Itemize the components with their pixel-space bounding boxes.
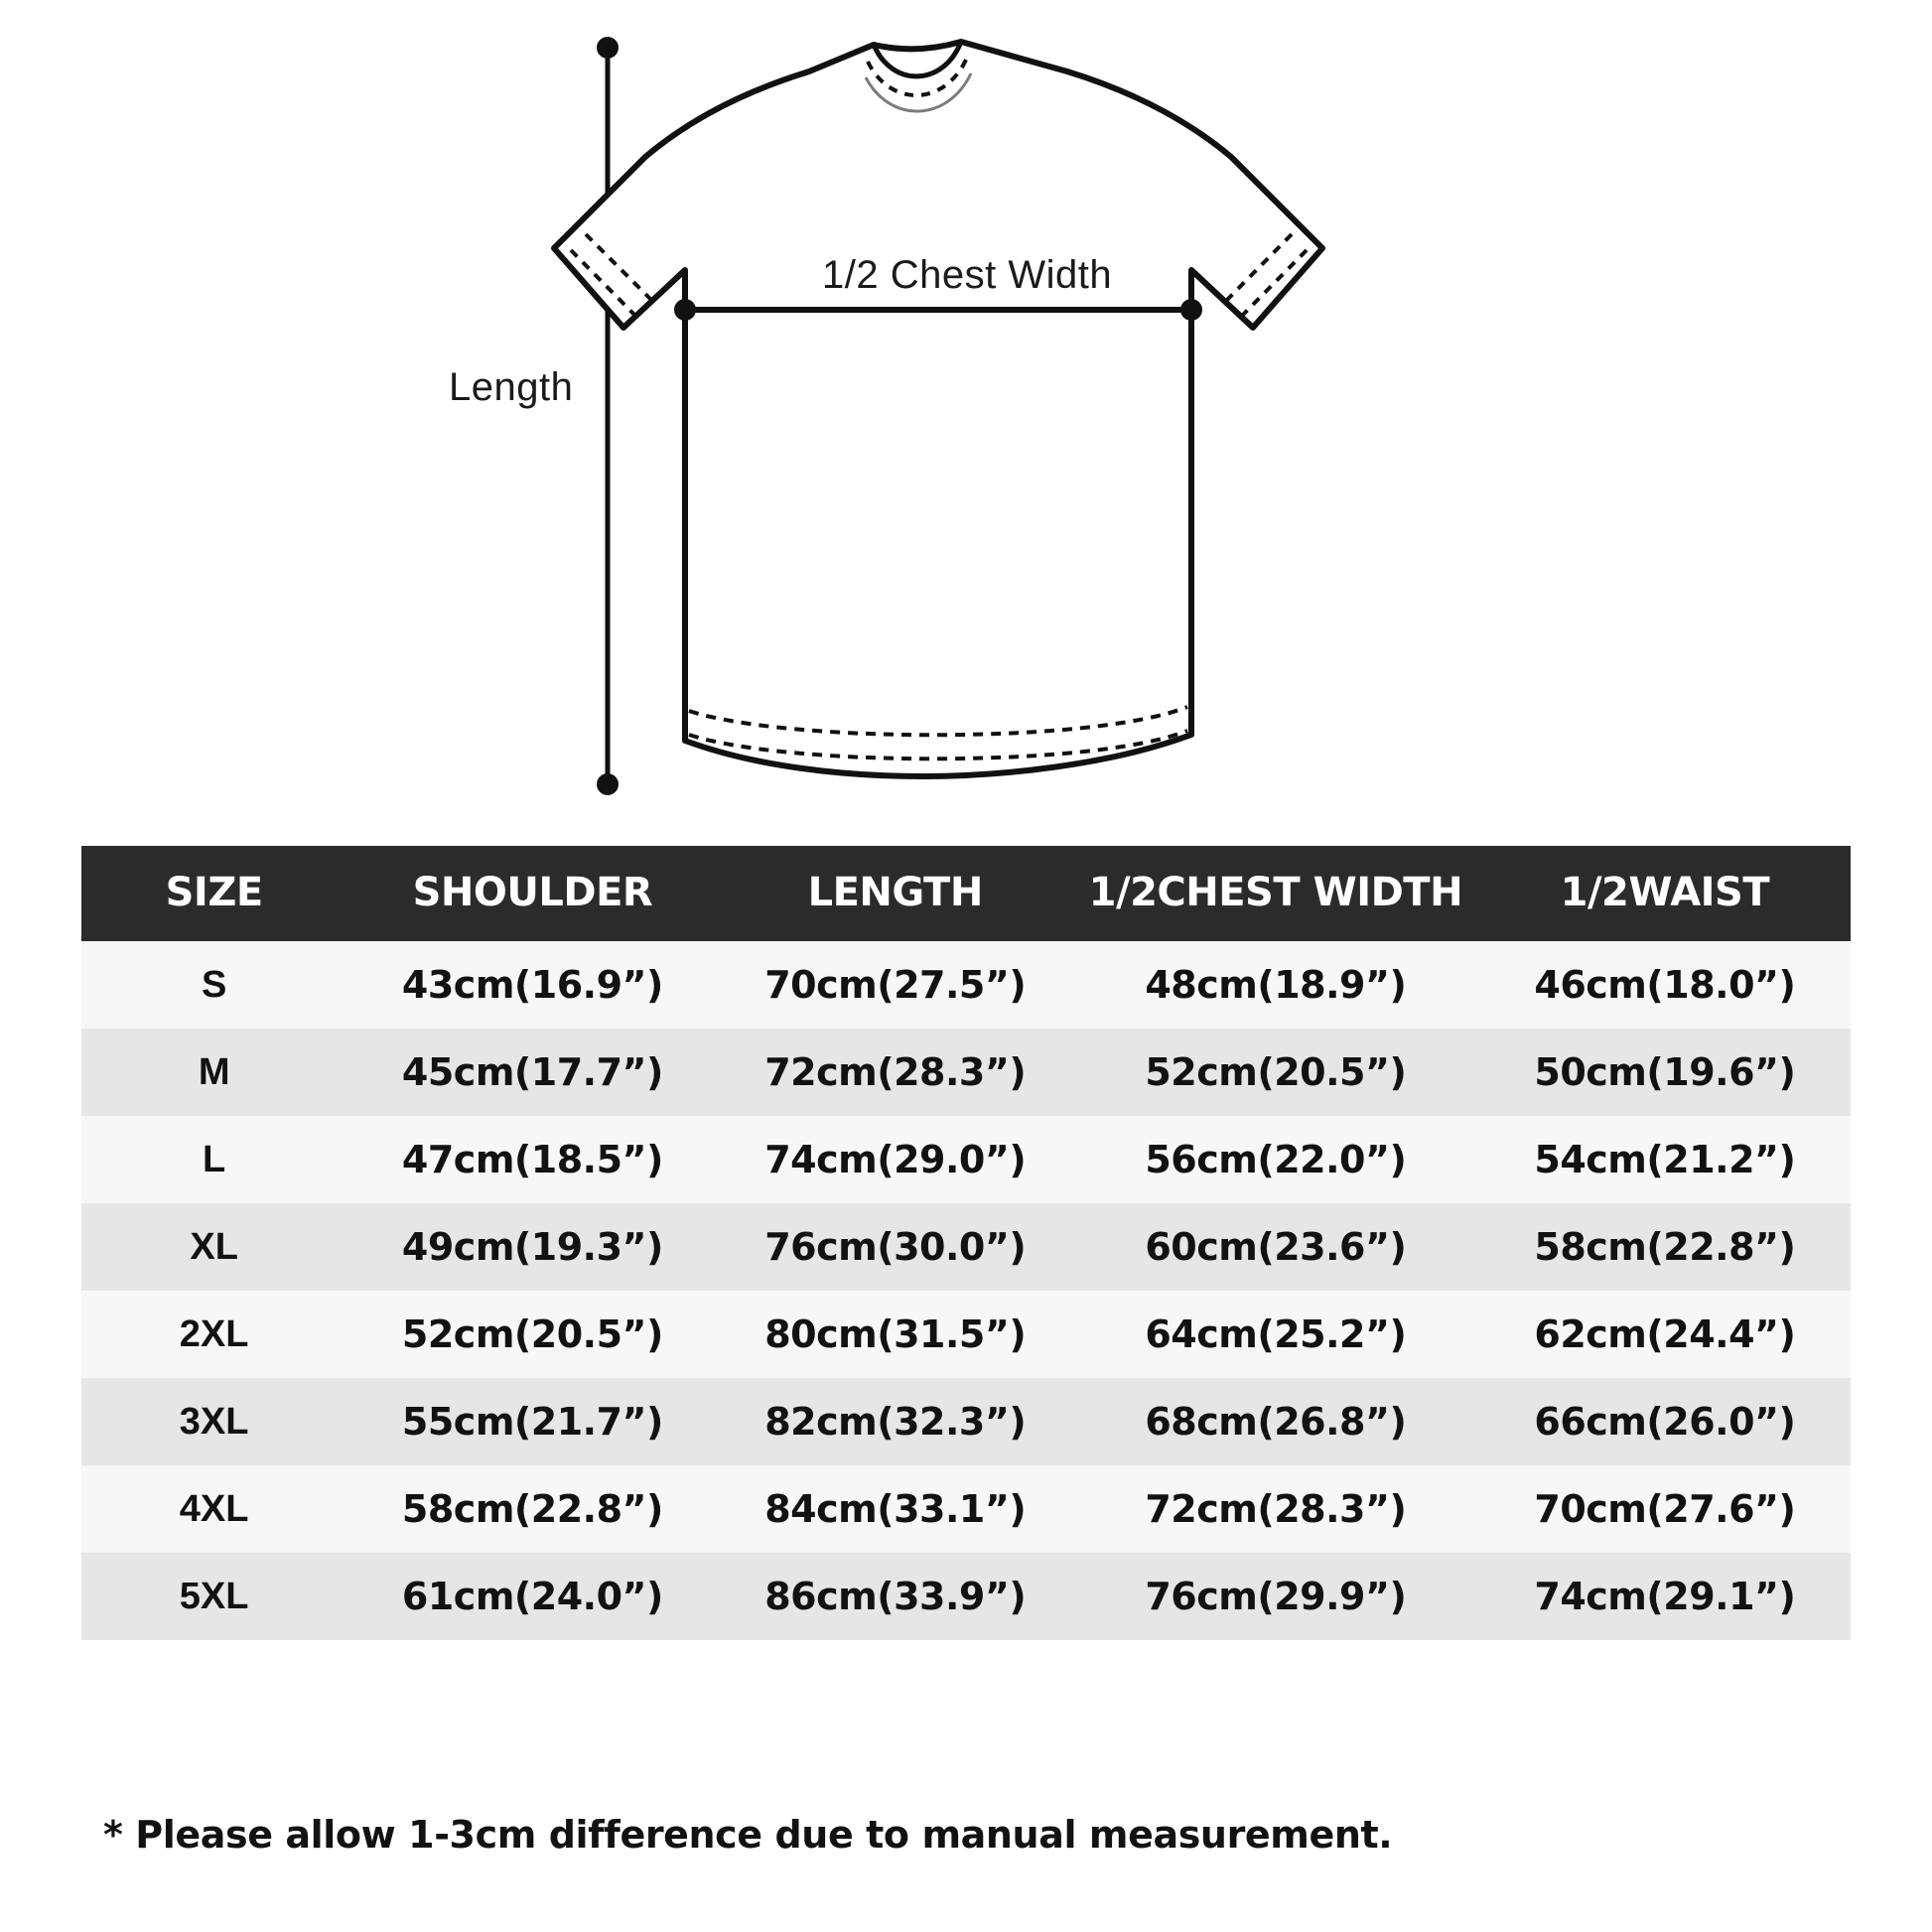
table-row [81,1291,1851,1378]
table-row [81,1378,1851,1465]
cell-waist: 54cm(21.2”) [1534,1138,1796,1181]
table-row [81,1029,1851,1116]
cell-length: 84cm(33.1”) [764,1487,1027,1531]
chest-measure-label: 1/2 Chest Width [822,253,1113,297]
tshirt-outline [554,42,1322,776]
cell-waist: 58cm(22.8”) [1534,1225,1796,1269]
cell-waist: 46cm(18.0”) [1534,963,1796,1007]
cell-shoulder: 47cm(18.5”) [401,1138,663,1181]
size-table-wrapper [81,846,1851,1640]
cell-chest: 72cm(28.3”) [1145,1487,1407,1531]
cell-chest: 68cm(26.8”) [1145,1400,1407,1444]
cell-waist: 70cm(27.6”) [1534,1487,1796,1531]
cell-length: 86cm(33.9”) [764,1575,1027,1618]
table-row [81,1553,1851,1640]
cell-size: L [203,1138,226,1180]
column-header-waist: 1/2WAIST [1479,846,1851,941]
cell-shoulder: 61cm(24.0”) [401,1575,663,1618]
size-table-body [81,941,1851,1640]
cell-length: 82cm(32.3”) [764,1400,1027,1444]
table-row [81,941,1851,1029]
length-measure-line [597,37,619,795]
cell-size: 2XL [179,1312,249,1355]
cell-size: XL [190,1225,238,1268]
cell-chest: 52cm(20.5”) [1145,1050,1407,1094]
garment-diagram [0,0,1932,834]
table-row [81,1465,1851,1553]
cell-shoulder: 43cm(16.9”) [401,963,663,1007]
cell-size: M [198,1050,230,1093]
cell-length: 70cm(27.5”) [764,963,1027,1007]
cell-shoulder: 58cm(22.8”) [401,1487,663,1531]
cell-shoulder: 52cm(20.5”) [401,1312,663,1356]
measurement-note: * Please allow 1-3cm difference due to manual measurement. [103,1813,1393,1857]
table-header-row [81,846,1851,941]
cell-chest: 48cm(18.9”) [1145,963,1407,1007]
cell-waist: 62cm(24.4”) [1534,1312,1796,1356]
cell-shoulder: 49cm(19.3”) [401,1225,663,1269]
cell-chest: 60cm(23.6”) [1145,1225,1407,1269]
cell-shoulder: 55cm(21.7”) [401,1400,663,1444]
cell-waist: 50cm(19.6”) [1534,1050,1796,1094]
length-measure-label: Length [449,365,574,409]
cell-chest: 56cm(22.0”) [1145,1138,1407,1181]
cell-length: 80cm(31.5”) [764,1312,1027,1356]
cell-size: 5XL [179,1575,249,1617]
cell-length: 76cm(30.0”) [764,1225,1027,1269]
column-header-chest-width: 1/2CHEST WIDTH [1072,846,1479,941]
table-row [81,1203,1851,1291]
table-row [81,1116,1851,1203]
cell-size: 3XL [179,1400,249,1443]
column-header-size: SIZE [81,846,346,941]
cell-size: 4XL [179,1487,249,1530]
cell-waist: 66cm(26.0”) [1534,1400,1796,1444]
column-header-length: LENGTH [719,846,1072,941]
cell-size: S [201,963,227,1006]
size-table-head [81,846,1851,941]
cell-length: 74cm(29.0”) [764,1138,1027,1181]
size-table [81,846,1851,1640]
cell-shoulder: 45cm(17.7”) [401,1050,663,1094]
tshirt-illustration [0,0,1932,834]
column-header-shoulder: SHOULDER [346,846,718,941]
cell-chest: 64cm(25.2”) [1145,1312,1407,1356]
cell-chest: 76cm(29.9”) [1145,1575,1407,1618]
cell-length: 72cm(28.3”) [764,1050,1027,1094]
cell-waist: 74cm(29.1”) [1534,1575,1796,1618]
